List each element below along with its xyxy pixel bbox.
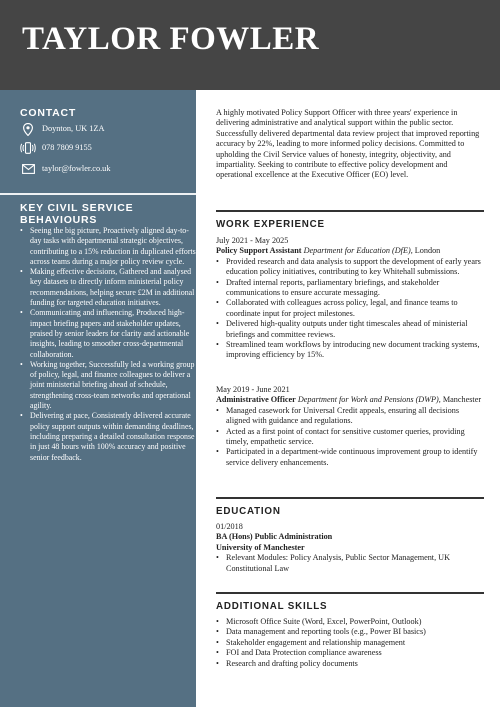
location-pin-icon [20,122,36,136]
list-item: • Working together, Successfully led a working group of policy, legal, and finance colleagues to deliver a joint ministerial briefing ahead of schedule, strengthening cross-team networks and operational agility. [30,360,198,411]
job-dates: May 2019 - June 2021 [216,385,290,394]
list-item: • Collaborated with colleagues across policy, legal, and finance teams to coordinate input for project milestones. [226,298,484,319]
job-employer: Department for Education (DfE) [303,246,411,256]
list-item: • Data management and reporting tools (e.g., Power BI basics) [226,627,484,637]
behaviours-heading: KEY CIVIL SERVICE BEHAVIOURS [20,202,134,226]
section-divider [216,210,484,212]
skills-list [216,617,484,669]
contact-heading: CONTACT [20,107,77,119]
email-text[interactable]: taylor@fowler.co.uk [42,164,111,173]
job-title-line [216,246,484,256]
skills-heading: ADDITIONAL SKILLS [216,601,328,612]
work-experience-heading: WORK EXPERIENCE [216,219,325,230]
profile-summary: A highly motivated Policy Support Officer with three years' experience in delivering administrative and analytical support within the public sector. Successfully delivered departmental data review project that improved reporting accuracy by 22%, leading to more informed policy decisions. Committed to upholding the Civil Service values of honesty, integrity, objectivity, and impartiality. Seeking to contribute to effective policy development and operational excellence at the Executive Officer (EO) level. [216,108,480,180]
job-title: Policy Support Assistant [216,246,302,256]
job-location: , London [410,246,441,256]
skills-entry [216,617,484,669]
job-entry-2 [216,385,484,468]
phone-text: 078 7809 9155 [42,143,92,152]
list-item: • Delivering at pace, Consistently delivered accurate policy support outputs within demanding deadlines, including preparing a detailed consultation response in just 48 hours with 100% accuracy and positive senior feedback. [30,411,198,462]
behaviours-list [20,226,198,463]
job-location: , Manchester [438,395,482,405]
section-divider [216,592,484,594]
job-title: Administrative Officer [216,395,296,405]
list-item: • Drafted internal reports, parliamentary briefings, and stakeholder communications to ensure accurate messaging. [226,278,484,299]
job-employer: Department for Work and Pensions (DWP) [297,395,439,405]
list-item: • Stakeholder engagement and relationship management [226,638,484,648]
phone-icon [20,141,36,155]
list-item: • Delivered high-quality outputs under tight timescales ahead of ministerial briefings and committee reviews. [226,319,484,340]
education-heading: EDUCATION [216,506,281,517]
job-duties-list [216,257,484,361]
job-title-line [216,395,484,405]
candidate-name: TAYLOR FOWLER [22,21,320,57]
list-item: • Acted as a first point of contact for sensitive customer queries, providing timely, empathetic service. [226,427,484,448]
job-duties-list [216,406,484,468]
list-item: • Streamlined team workflows by introducing new document tracking systems, improving efficiency by 15%. [226,340,484,361]
contact-email [20,162,111,176]
list-item: • Microsoft Office Suite (Word, Excel, PowerPoint, Outlook) [226,617,484,627]
section-divider [216,497,484,499]
header-banner [0,0,500,90]
contact-phone [20,141,92,155]
list-item: • Participated in a department-wide continuous improvement group to identify service delivery enhancements. [226,447,484,468]
job-entry-1 [216,236,484,361]
sidebar-divider [0,193,196,195]
email-icon [20,162,36,176]
education-date: 01/2018 [216,522,243,531]
job-dates: July 2021 - May 2025 [216,236,289,245]
location-text: Doynton, UK 1ZA [42,124,105,133]
education-details-list [216,553,484,574]
list-item: • Research and drafting policy documents [226,659,484,669]
school-name: University of Manchester [216,542,305,552]
list-item: • FOI and Data Protection compliance awareness [226,648,484,658]
list-item: • Communicating and influencing, Produced high-impact briefing papers and stakeholder updates, praised by senior leaders for clarity and actionable insights, leading to smoother cross-departmental collaboration. [30,308,198,359]
degree-title: BA (Hons) Public Administration [216,532,333,542]
sidebar [0,90,196,707]
contact-location [20,122,105,136]
list-item: • Relevant Modules: Policy Analysis, Public Sector Management, UK Constitutional Law [226,553,484,574]
list-item: • Seeing the big picture, Proactively aligned day-to-day tasks with departmental strategic objectives, contributing to a 15% reduction in duplicated efforts across teams during a major policy review cycle. [30,226,198,267]
education-entry [216,522,484,574]
list-item: • Managed casework for Universal Credit appeals, ensuring all decisions aligned with guidance and regulations. [226,406,484,427]
list-item: • Provided research and data analysis to support the development of early years education policy initiatives, contributing to key Whitehall submissions. [226,257,484,278]
list-item: • Making effective decisions, Gathered and analysed key datasets to directly inform ministerial policy recommendations, helping secure £2M in additional funding for targeted education initiatives. [30,267,198,308]
